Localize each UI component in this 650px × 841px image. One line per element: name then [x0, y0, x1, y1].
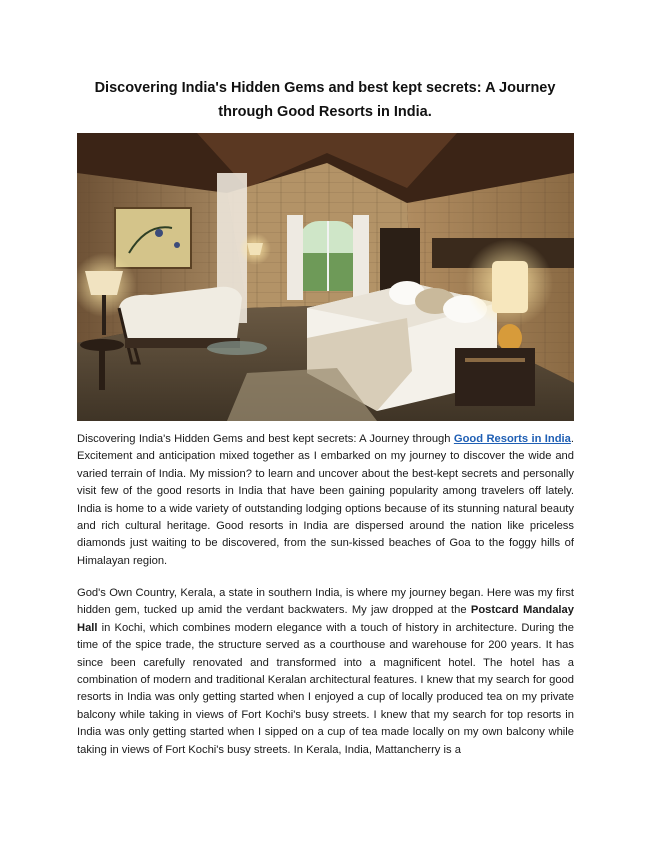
paragraph-intro-body: . Excitement and anticipation mixed together as I embarked on my journey to discover the wide and varied terrain of India. My mission? to learn and uncover about the best-kept secrets and personally visit few of the good resorts in India that have been gaining popularity among travelers off lately. India is home to a wide variety of outstanding lodging options because of its stunning natural beauty and rich cultural heritage. Good resorts in India are dispersed around the nation like priceless diamonds just waiting to be discovered, from the sun-kissed beaches of Goa to the foggy hills of Himalayan region. [77, 433, 574, 567]
resort-room-photo [77, 133, 574, 421]
document-title: Discovering India's Hidden Gems and best kept secrets: A Journey through Good Resorts in India. [94, 80, 556, 120]
good-resorts-link[interactable]: Good Resorts in India [453, 433, 571, 445]
paragraph-kerala-body: in Kochi, which combines modern elegance with a touch of history in architecture. During the time of the spice trade, the structure served as a courthouse and warehouse for 200 years. It has since been carefully renovated and transformed into a magnificent hotel. The hotel has a combination of modern and traditional Keralan architectural features. I knew that my search for good resorts in India was only getting started when I enjoyed a cup of locally produced tea on my private balcony while taking in views of Fort Kochi's busy streets. I knew that my search for top resorts in India was only getting started when I sipped on a cup of tea made locally on my own balcony while taking in views of Fort Kochi's busy streets. In Kerala, India, Mattancherry is a [77, 621, 574, 756]
hotel-name: Postcard Mandalay Hall [77, 604, 574, 634]
resort-room-illustration [77, 133, 574, 421]
paragraph-kerala [77, 585, 574, 759]
paragraph-intro [77, 431, 574, 570]
paragraph-kerala-lead: God's Own Country, Kerala, a state in southern India, is where my journey began. Here was my first hidden gem, tucked up amid the verdant backwaters. My jaw dropped at the [77, 587, 574, 617]
paragraph-intro-lead: Discovering India's Hidden Gems and best kept secrets: A Journey through [77, 433, 454, 445]
